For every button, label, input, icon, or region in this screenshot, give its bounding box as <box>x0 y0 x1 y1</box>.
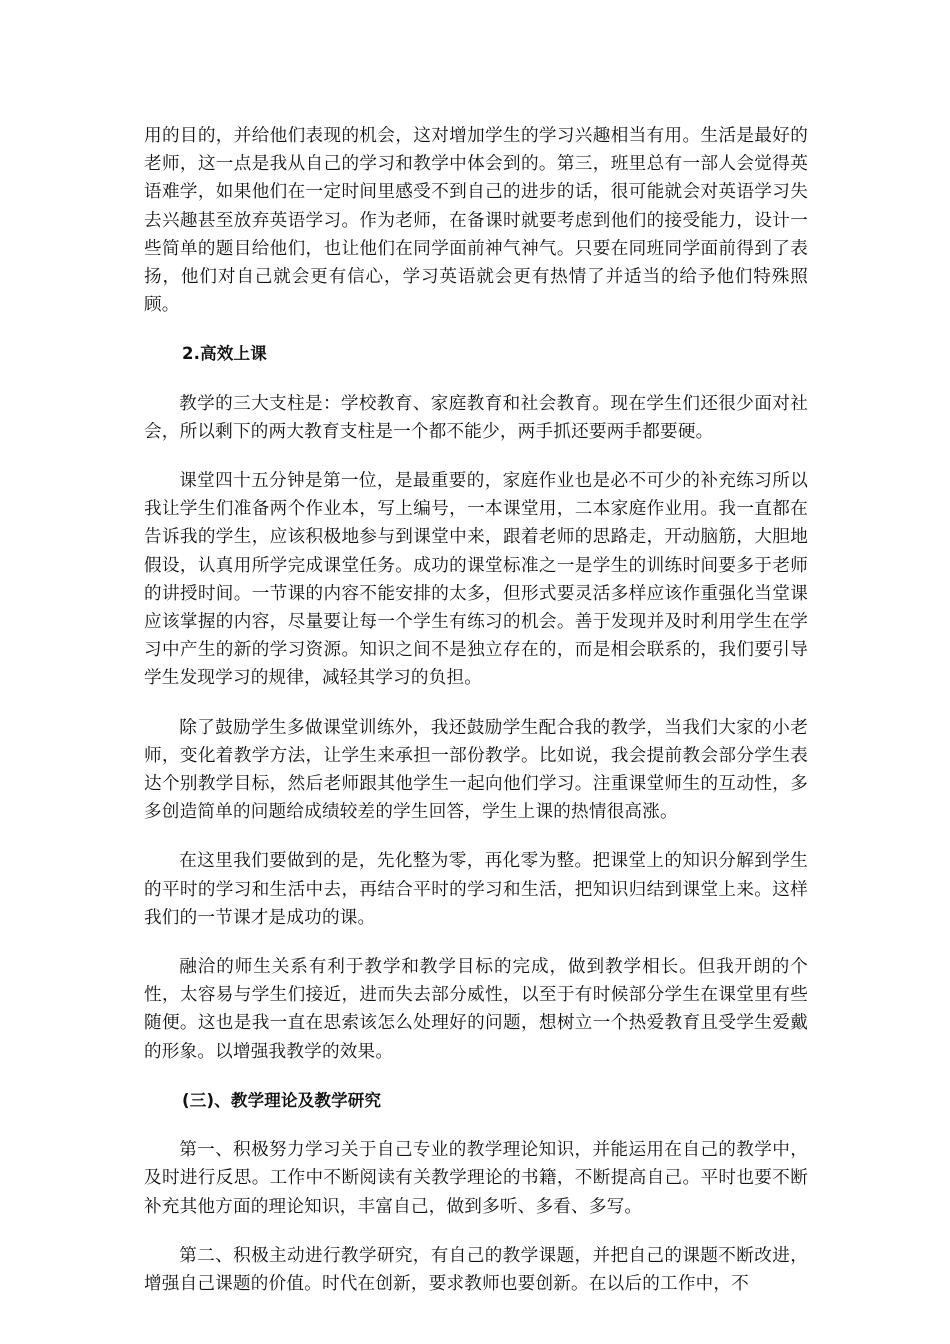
paragraph: 融洽的师生关系有利于教学和教学目标的完成，做到教学相长。但我开朗的个性，太容易与学生们接近，进而失去部分威性，以至于有时候部分学生在课堂里有些随便。这也是我一直在思索该怎么处理好的问题，想树立一个热爱教育且受学生爱戴的形象。以增强我教学的效果。 <box>144 957 808 1062</box>
section-heading: (三)、教学理论及教学研究 <box>182 1090 382 1110</box>
document-page <box>144 122 808 1319</box>
section-heading: 2.高效上课 <box>182 344 267 364</box>
paragraph: 第二、积极主动进行教学研究，有自己的教学课题，并把自己的课题不断改进，增强自己课题的价值。时代在创新，要求教师也要创新。在以后的工作中，不 <box>144 1245 808 1294</box>
paragraph: 用的目的，并给他们表现的机会，这对增加学生的学习兴趣相当有用。生活是最好的老师，这一点是我从自己的学习和教学中体会到的。第三，班里总有一部人会觉得英语难学，如果他们在一定时间里感受不到自己的进步的话，很可能就会对英语学习失去兴趣甚至放弃英语学习。作为老师，在备课时就要考虑到他们的接受能力，设计一些简单的题目给他们，也让他们在同学面前神气神气。只要在同班同学面前得到了表扬，他们对自己就会更有信心，学习英语就会更有热情了并适当的给予他们特殊照顾。 <box>144 126 808 316</box>
paragraph: 教学的三大支柱是：学校教育、家庭教育和社会教育。现在学生们还很少面对社会，所以剩下的两大教育支柱是一个都不能少，两手抓还要两手都要硬。 <box>144 393 808 442</box>
paragraph: 第一、积极努力学习关于自己专业的教学理论知识，并能运用在自己的教学中，及时进行反思。工作中不断阅读有关教学理论的书籍，不断提高自己。平时也要不断补充其他方面的理论知识，丰富自己，做到多听、多看、多写。 <box>144 1140 808 1217</box>
paragraph: 除了鼓励学生多做课堂训练外，我还鼓励学生配合我的教学，当我们大家的小老师，变化着教学方法，让学生来承担一部份教学。比如说，我会提前教会部分学生表达个别教学目标，然后老师跟其他学生一起向他们学习。注重课堂师生的互动性，多多创造简单的问题给成绩较差的学生回答，学生上课的热情很高涨。 <box>144 717 808 823</box>
paragraph: 课堂四十五分钟是第一位，是最重要的，家庭作业也是必不可少的补充练习所以我让学生们准备两个作业本，写上编号，一本课堂用，二本家庭作业用。我一直都在告诉我的学生，应该积极地参与到课堂中来，跟着老师的思路走，开动脑筋，大胆地假设，认真用所学完成课堂任务。成功的课堂标准之一是学生的训练时间要多于老师的讲授时间。一节课的内容不能安排的太多，但形式要灵活多样应该作重强化当堂课应该掌握的内容，尽量要让每一个学生有练习的机会。善于发现并及时利用学生在学习中产生的新的学习资源。知识之间不是独立存在的，而是相会联系的，我们要引导学生发现学习的规律，减轻其学习的负担。 <box>144 471 808 689</box>
paragraph: 在这里我们要做到的是，先化整为零，再化零为整。把课堂上的知识分解到学生的平时的学习和生活中去，再结合平时的学习和生活，把知识归结到课堂上来。这样我们的一节课才是成功的课。 <box>144 851 808 928</box>
